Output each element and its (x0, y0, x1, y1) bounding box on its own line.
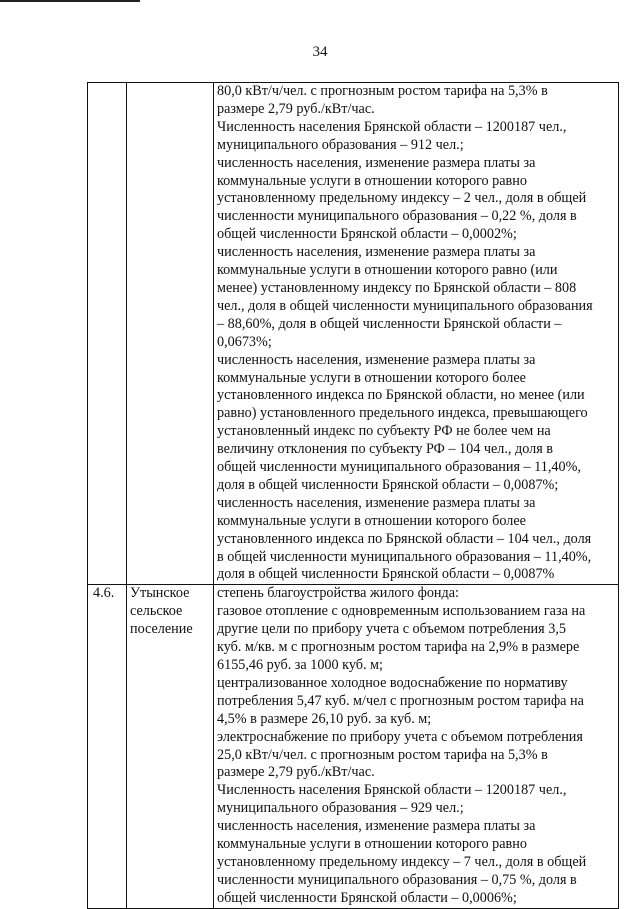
text-line: величину отклонения по субъекту РФ – 104 чел., доля в (217, 441, 553, 458)
text-line: Численность населения Брянской области – 1200187 чел., (217, 782, 567, 799)
text-line: – 88,60%, доля в общей численности Брянской области – (217, 315, 562, 332)
text-line: Утынское (130, 585, 190, 602)
text-line: доля в общей численности Брянской области – 0,0087%; (217, 476, 559, 493)
text-line: в общей численности муниципального образования – 11,40%, (217, 548, 592, 565)
text-line: установленному предельному индексу – 7 чел., доля в общей (217, 853, 587, 870)
document-table (87, 82, 619, 909)
text-line: численность населения, изменение размера платы за (217, 818, 536, 835)
text-line: коммунальные услуги в отношении которого более (217, 369, 526, 386)
top-rule (0, 0, 140, 2)
text-line: общей численности Брянской области – 0,0002%; (217, 226, 517, 243)
description-cell (214, 585, 619, 908)
description-cell (214, 83, 619, 585)
text-line: электроснабжение по прибору учета с объемом потребления (217, 728, 583, 745)
text-line: численность населения, изменение размера платы за (217, 154, 536, 171)
text-line: численности муниципального образования – 0,22 %, доля в (217, 208, 577, 225)
table-row (88, 585, 619, 908)
text-line: 80,0 кВт/ч/чел. с прогнозным ростом тарифа на 5,3% в (217, 83, 548, 99)
description-text (217, 585, 616, 907)
text-line: чел., доля в общей численности муниципального образования (217, 297, 593, 314)
text-line: численность населения, изменение размера платы за (217, 494, 536, 511)
text-line: коммунальные услуги в отношении которого равно (217, 836, 527, 853)
text-line: размере 2,79 руб./кВт/час. (217, 100, 375, 117)
page-number: 34 (312, 44, 328, 60)
municipality-name (130, 585, 211, 639)
table-row (88, 83, 619, 585)
text-line: коммунальные услуги в отношении которого равно (217, 172, 527, 189)
text-line: централизованное холодное водоснабжение по нормативу (217, 674, 568, 691)
text-line: муниципального образования – 912 чел.; (217, 136, 464, 153)
text-line: размере 2,79 руб./кВт/час. (217, 764, 375, 781)
text-line: 0,0673%; (217, 333, 272, 350)
text-line: коммунальные услуги в отношении которого более (217, 512, 526, 529)
text-line: численность населения, изменение размера платы за (217, 244, 536, 261)
text-line: поселение (130, 621, 193, 638)
text-line: общей численности Брянской области – 0,0006%; (217, 889, 517, 906)
text-line: доля в общей численности Брянской области – 0,0087% (217, 566, 555, 583)
text-line: 4,5% в размере 26,10 руб. за куб. м; (217, 710, 432, 727)
text-line: менее) установленному индексу по Брянской области – 808 (217, 279, 577, 296)
text-line: установленного индекса по Брянской области – 104 чел., доля (217, 530, 592, 547)
row-number-cell: 4.6. (88, 585, 127, 908)
text-line: общей численности муниципального образования – 11,40%, (217, 459, 581, 476)
municipality-cell (127, 83, 214, 585)
text-line: потребления 5,47 куб. м/чел с прогнозным ростом тарифа на (217, 692, 584, 709)
text-line: муниципального образования – 929 чел.; (217, 800, 464, 817)
text-line: куб. м/кв. м с прогнозным ростом тарифа на 2,9% в размере (217, 639, 580, 656)
text-line: другие цели по прибору учета с объемом потребления 3,5 (217, 621, 566, 638)
text-line: установленного индекса по Брянской области, но менее (или (217, 387, 585, 404)
text-line: равно) установленного предельного индекса, превышающего (217, 405, 588, 422)
text-line: коммунальные услуги в отношении которого равно (или (217, 262, 558, 279)
text-line: газовое отопление с одновременным использованием газа на (217, 603, 586, 620)
text-line: Численность населения Брянской области – 1200187 чел., (217, 118, 567, 135)
text-line: численности муниципального образования – 0,75 %, доля в (217, 871, 577, 888)
description-text (217, 83, 616, 584)
text-line: установленный индекс по субъекту РФ не более чем на (217, 423, 551, 440)
text-line: установленному предельному индексу – 2 чел., доля в общей (217, 190, 587, 207)
municipality-cell (127, 585, 214, 908)
text-line: 25,0 кВт/ч/чел. с прогнозным ростом тарифа на 5,3% в (217, 746, 548, 763)
row-number-cell (88, 83, 127, 585)
text-line: сельское (130, 603, 183, 620)
text-line: степень благоустройства жилого фонда: (217, 585, 459, 602)
text-line: 6155,46 руб. за 1000 куб. м; (217, 657, 383, 673)
text-line: численность населения, изменение размера платы за (217, 351, 536, 368)
